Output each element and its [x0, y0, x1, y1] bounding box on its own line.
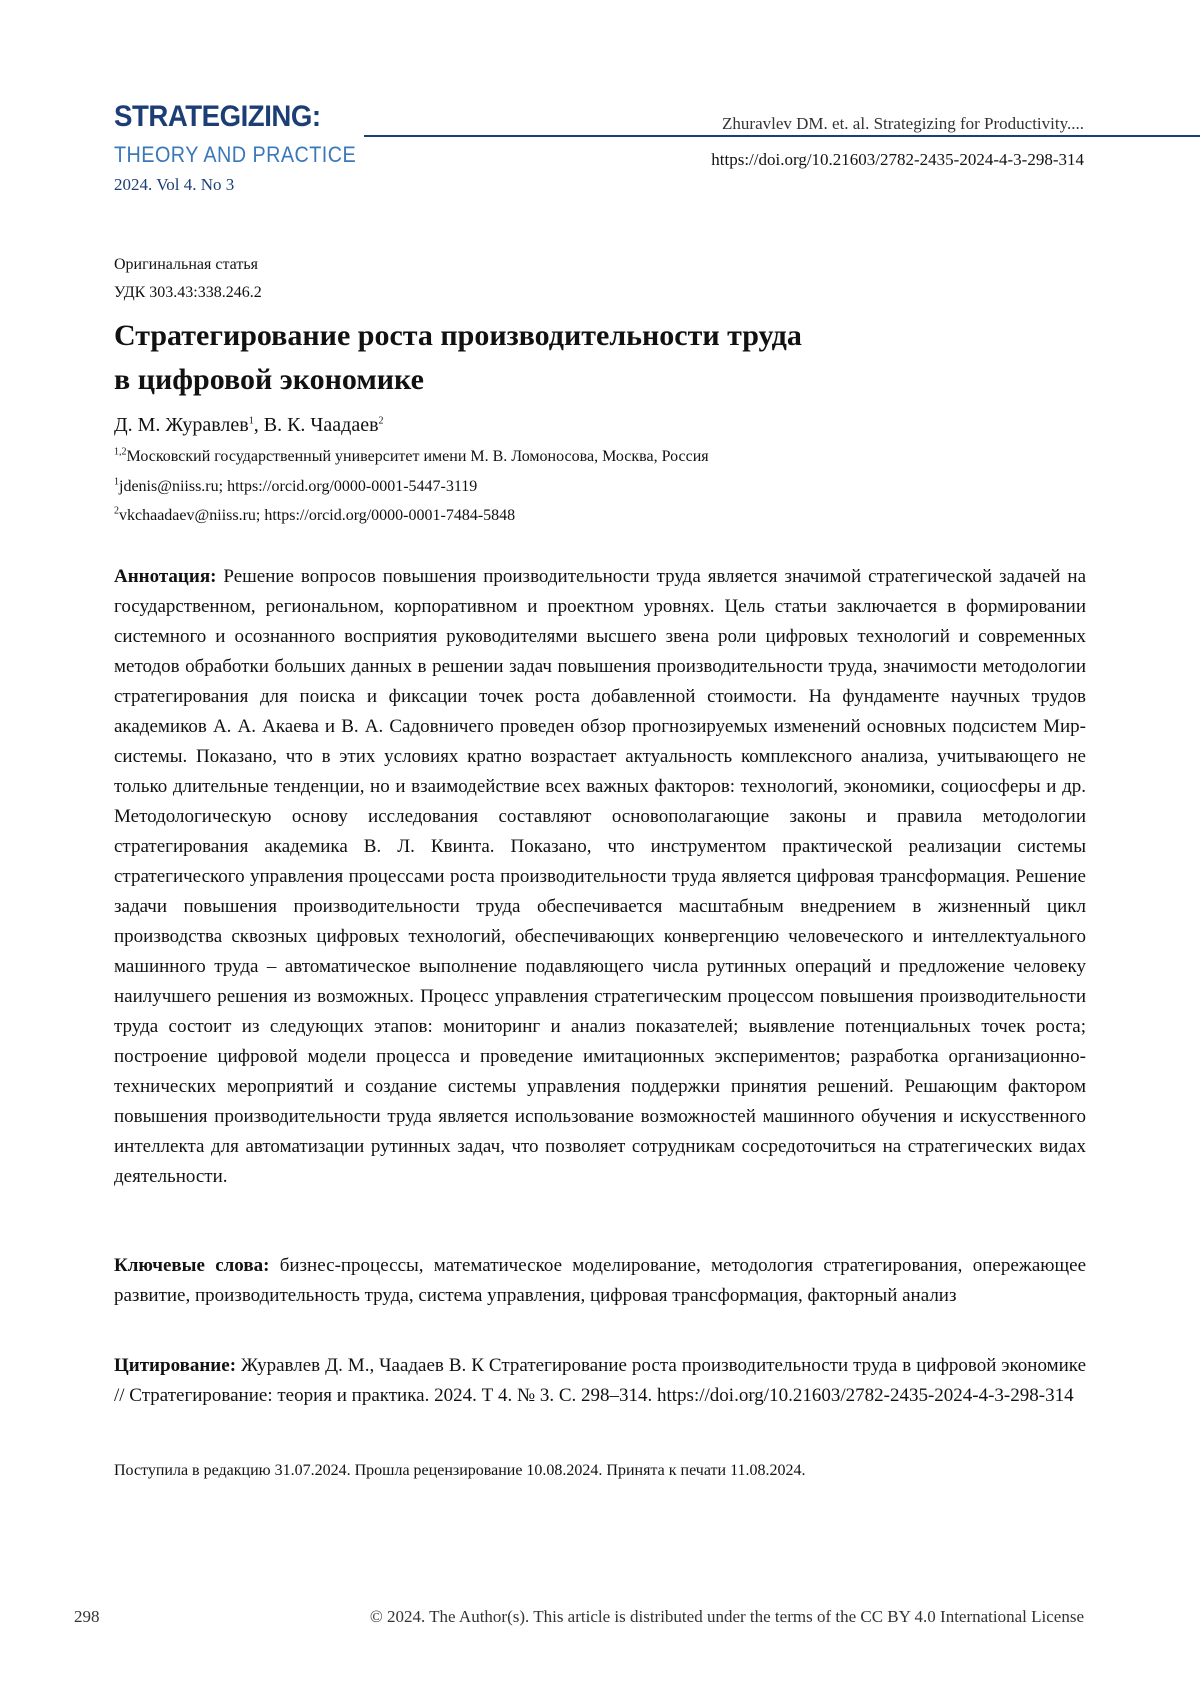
header-rule — [364, 135, 1200, 137]
affiliation-mark: 1,2 — [114, 446, 127, 458]
abstract-label: Аннотация: — [114, 566, 217, 587]
running-head: Zhuravlev DM. et. al. Strategizing for Productivity.... — [722, 114, 1084, 133]
author-contact — [114, 478, 477, 496]
keywords — [114, 1251, 1086, 1311]
contact-email-orcid-link[interactable]: vkchaadaev@niiss.ru; https://orcid.org/0000-0001-7484-5848 — [119, 507, 516, 524]
journal-logo-title: STRATEGIZING: — [114, 100, 321, 133]
citation-text: Журавлев Д. М., Чаадаев В. К Стратегирование роста производительности труда в цифровой экономике // Стратегирование: теория и практика. 2024. Т 4. № 3. С. 298–314. https://doi.org/10.21603/2782-2435-2024-4-3-298-314 — [114, 1355, 1086, 1406]
contact-mark: 1 — [114, 476, 119, 488]
header-doi-link[interactable]: https://doi.org/10.21603/2782-2435-2024-4-3-298-314 — [711, 150, 1084, 169]
article-title — [114, 314, 1014, 402]
keywords-text: бизнес-процессы, математическое моделирование, методология стратегирования, опережающее развитие, производительность труда, система управления, цифровая трансформация, факторный анализ — [114, 1255, 1087, 1306]
article-title-line-1: Стратегирование роста производительности труда — [114, 319, 802, 352]
journal-logo-subtitle: THEORY AND PRACTICE — [114, 142, 357, 167]
author-name: В. К. Чаадаев — [263, 414, 379, 436]
author-affiliation-mark: 1 — [248, 415, 254, 427]
affiliation-text: Московский государственный университет имени М. В. Ломоносова, Москва, Россия — [126, 448, 709, 465]
article-title-line-2: в цифровой экономике — [114, 363, 424, 396]
contact-email-orcid-link[interactable]: jdenis@niiss.ru; https://orcid.org/0000-0001-5447-3119 — [119, 478, 478, 495]
received-dates: Поступила в редакцию 31.07.2024. Прошла рецензирование 10.08.2024. Принята к печати 11.08.2024. — [114, 1462, 806, 1479]
author-name: Д. М. Журавлев — [114, 414, 249, 436]
article-type: Оригинальная статья — [114, 256, 258, 273]
udc-code: УДК 303.43:338.246.2 — [114, 284, 262, 301]
author-affiliation-mark: 2 — [378, 415, 384, 427]
citation — [114, 1351, 1086, 1411]
journal-issue: 2024. Vol 4. No 3 — [114, 175, 235, 194]
author-contact — [114, 507, 515, 525]
page-number: 298 — [74, 1607, 100, 1626]
license-statement: © 2024. The Author(s). This article is distributed under the terms of the CC BY 4.0 International License — [369, 1607, 1084, 1626]
abstract-text: Решение вопросов повышения производительности труда является значимой стратегической задачей на государственном, региональном, корпоративном и проектном уровнях. Цель статьи заключается в формировании системного и осознанного восприятия руководителями высшего звена роли цифровых технологий и современных методов обработки больших данных в решении задач повышения производительности труда, значимости методологии стратегирования для поиска и фиксации точек роста добавленной стоимости. На фундаменте научных трудов академиков А. А. Акаева и В. А. Садовничего проведен обзор прогнозируемых изменений основных подсистем Мир-системы. Показано, что в этих условиях кратно возрастает актуальность комплексного анализа, учитывающего не только длительные тенденции, но и взаимодействие всех важных факторов: технологий, экономики, социосферы и др. Методологическую основу исследования составляют основополагающие законы и правила методологии стратегирования академика В. Л. Квинта. Показано, что инструментом практической реализации системы стратегического управления процессами роста производительности труда является цифровая трансформация. Решение задачи повышения производительности труда обеспечивается масштабным внедрением в жизненный цикл производства сквозных цифровых технологий, обеспечивающих конвергенцию человеческого и интеллектуального машинного труда – автоматическое выполнение подавляющего числа рутинных операций и предложение человеку наилучшего решения из возможных. Процесс управления стратегическим процессом повышения производительности труда состоит из следующих этапов: мониторинг и анализ показателей; выявление потенциальных точек роста; построение цифровой модели процесса и проведение имитационных экспериментов; разработка организационно-технических мероприятий и создание системы управления поддержки принятия решений. Решающим фактором повышения производительности труда является использование возможностей машинного обучения и искусственного интеллекта для автоматизации рутинных задач, что позволяет сотрудникам сосредоточиться на стратегических видах деятельности. — [114, 566, 1087, 1187]
keywords-label: Ключевые слова: — [114, 1255, 270, 1276]
contact-mark: 2 — [114, 505, 119, 517]
author-separator: , — [253, 414, 264, 436]
author-list — [114, 414, 384, 437]
abstract — [114, 562, 1086, 1192]
affiliation — [114, 448, 709, 466]
citation-label: Цитирование: — [114, 1355, 237, 1376]
